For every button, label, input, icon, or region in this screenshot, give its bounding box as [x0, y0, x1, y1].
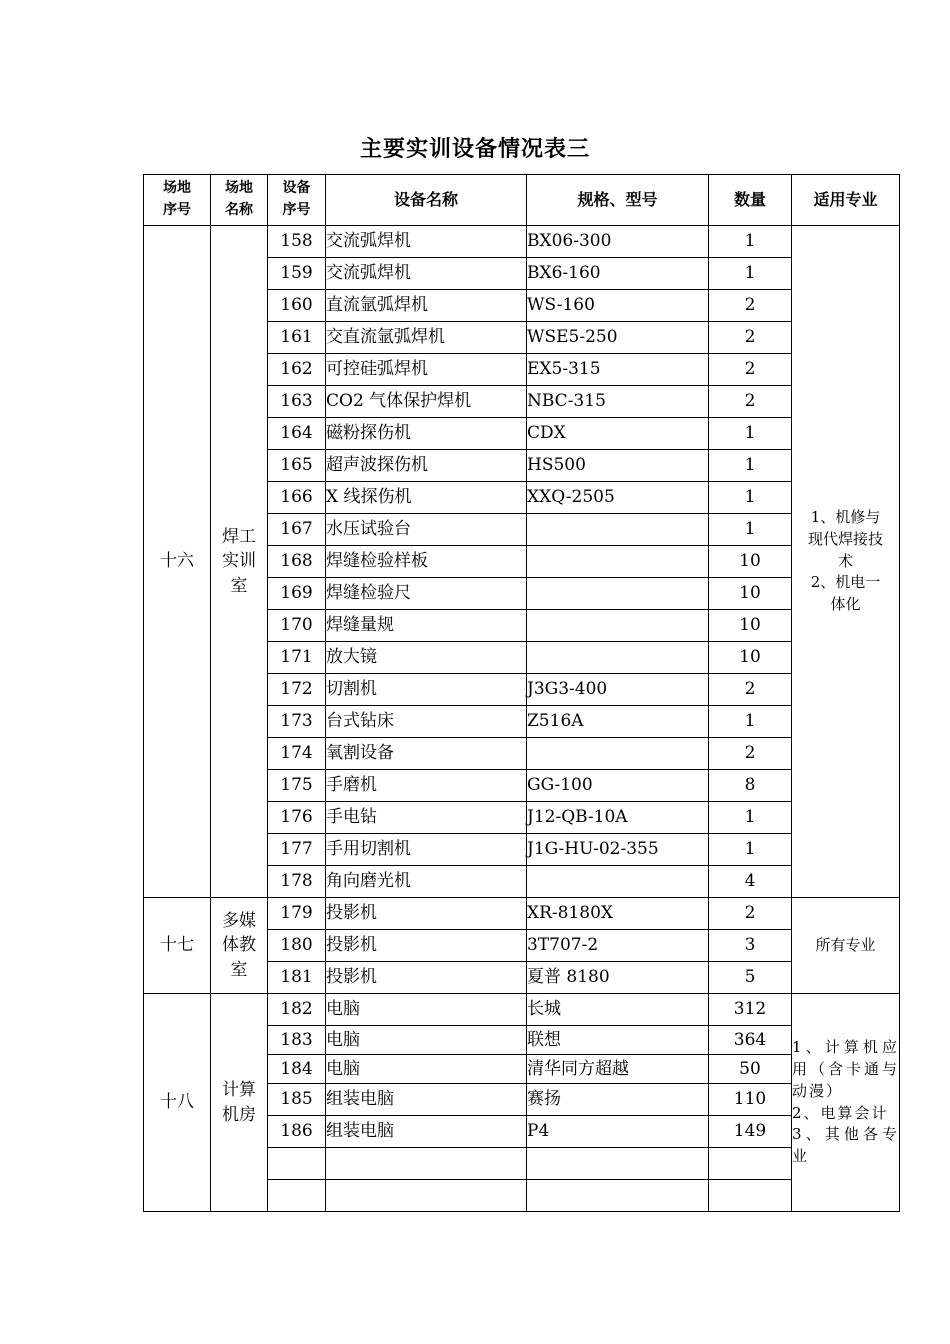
equipment-name-cell: 电脑 [326, 1055, 527, 1084]
quantity-cell: 1 [709, 802, 792, 834]
applicable-major-cell: 1、机修与 现代焊接技 术 2、机电一 体化 [792, 226, 900, 898]
equipment-no-cell: 163 [268, 386, 326, 418]
equipment-name-cell: X 线探伤机 [326, 482, 527, 514]
header-quantity: 数量 [709, 175, 792, 226]
equipment-no-cell: 180 [268, 930, 326, 962]
spec-model-cell: NBC-315 [527, 386, 709, 418]
equipment-name-cell: 电脑 [326, 1026, 527, 1055]
equipment-name-cell: 组装电脑 [326, 1116, 527, 1148]
spec-model-cell: WSE5-250 [527, 322, 709, 354]
header-venue-name: 场地 名称 [211, 175, 268, 226]
equipment-name-cell: 焊缝量规 [326, 610, 527, 642]
quantity-cell: 1 [709, 482, 792, 514]
venue-no-cell: 十八 [144, 994, 211, 1212]
equipment-name-cell: 可控硅弧焊机 [326, 354, 527, 386]
header-row [144, 175, 900, 226]
spec-model-cell [527, 1180, 709, 1212]
equipment-no-cell [268, 1180, 326, 1212]
spec-model-cell: GG-100 [527, 770, 709, 802]
equipment-name-cell: 手电钻 [326, 802, 527, 834]
equipment-no-cell: 162 [268, 354, 326, 386]
venue-no-cell: 十六 [144, 226, 211, 898]
spec-model-cell: 赛扬 [527, 1084, 709, 1116]
spec-model-cell: P4 [527, 1116, 709, 1148]
quantity-cell: 1 [709, 706, 792, 738]
equipment-no-cell: 159 [268, 258, 326, 290]
equipment-name-cell: 交直流氩弧焊机 [326, 322, 527, 354]
venue-no-cell: 十七 [144, 898, 211, 994]
quantity-cell: 1 [709, 226, 792, 258]
table-row [144, 898, 900, 930]
equipment-no-cell: 167 [268, 514, 326, 546]
spec-model-cell: 长城 [527, 994, 709, 1026]
quantity-cell: 1 [709, 514, 792, 546]
quantity-cell: 1 [709, 834, 792, 866]
equipment-name-cell: 交流弧焊机 [326, 258, 527, 290]
equipment-no-cell: 182 [268, 994, 326, 1026]
applicable-major-cell: 1、计算机应用（含卡通与动漫） 2、电算会计 3、其他各专业 [792, 994, 900, 1212]
equipment-name-cell: 焊缝检验尺 [326, 578, 527, 610]
quantity-cell: 10 [709, 610, 792, 642]
quantity-cell: 1 [709, 418, 792, 450]
equipment-name-cell: 氧割设备 [326, 738, 527, 770]
quantity-cell: 1 [709, 450, 792, 482]
equipment-no-cell: 174 [268, 738, 326, 770]
spec-model-cell [527, 514, 709, 546]
quantity-cell: 10 [709, 546, 792, 578]
equipment-name-cell: 水压试验台 [326, 514, 527, 546]
spec-model-cell [527, 866, 709, 898]
spec-model-cell: XXQ-2505 [527, 482, 709, 514]
spec-model-cell [527, 546, 709, 578]
quantity-cell: 2 [709, 322, 792, 354]
equipment-name-cell [326, 1148, 527, 1180]
equipment-table [143, 174, 900, 1212]
spec-model-cell: Z516A [527, 706, 709, 738]
equipment-name-cell: 组装电脑 [326, 1084, 527, 1116]
equipment-no-cell: 158 [268, 226, 326, 258]
equipment-no-cell: 168 [268, 546, 326, 578]
equipment-no-cell: 160 [268, 290, 326, 322]
spec-model-cell: EX5-315 [527, 354, 709, 386]
equipment-no-cell: 164 [268, 418, 326, 450]
equipment-no-cell: 172 [268, 674, 326, 706]
equipment-no-cell: 165 [268, 450, 326, 482]
quantity-cell [709, 1148, 792, 1180]
spec-model-cell: CDX [527, 418, 709, 450]
spec-model-cell [527, 1148, 709, 1180]
quantity-cell: 312 [709, 994, 792, 1026]
quantity-cell: 4 [709, 866, 792, 898]
quantity-cell: 2 [709, 354, 792, 386]
quantity-cell: 5 [709, 962, 792, 994]
header-equipment-no: 设备 序号 [268, 175, 326, 226]
spec-model-cell: BX06-300 [527, 226, 709, 258]
quantity-cell: 10 [709, 642, 792, 674]
equipment-no-cell: 177 [268, 834, 326, 866]
equipment-name-cell: 放大镜 [326, 642, 527, 674]
table-row [144, 994, 900, 1026]
equipment-name-cell: 台式钻床 [326, 706, 527, 738]
venue-name-cell: 焊工 实训 室 [211, 226, 268, 898]
spec-model-cell: J12-QB-10A [527, 802, 709, 834]
applicable-major-cell: 所有专业 [792, 898, 900, 994]
header-spec-model: 规格、型号 [527, 175, 709, 226]
equipment-no-cell: 173 [268, 706, 326, 738]
table-row [144, 226, 900, 258]
quantity-cell: 110 [709, 1084, 792, 1116]
spec-model-cell: 夏普 8180 [527, 962, 709, 994]
quantity-cell [709, 1180, 792, 1212]
equipment-name-cell: 投影机 [326, 962, 527, 994]
equipment-no-cell: 170 [268, 610, 326, 642]
quantity-cell: 8 [709, 770, 792, 802]
equipment-no-cell: 181 [268, 962, 326, 994]
quantity-cell: 2 [709, 674, 792, 706]
header-applicable-major: 适用专业 [792, 175, 900, 226]
spec-model-cell: J3G3-400 [527, 674, 709, 706]
equipment-no-cell: 183 [268, 1026, 326, 1055]
equipment-no-cell: 186 [268, 1116, 326, 1148]
equipment-name-cell: 电脑 [326, 994, 527, 1026]
quantity-cell: 364 [709, 1026, 792, 1055]
equipment-name-cell: 超声波探伤机 [326, 450, 527, 482]
spec-model-cell: HS500 [527, 450, 709, 482]
equipment-no-cell: 169 [268, 578, 326, 610]
spec-model-cell [527, 610, 709, 642]
equipment-no-cell: 185 [268, 1084, 326, 1116]
equipment-no-cell: 179 [268, 898, 326, 930]
equipment-name-cell: CO2 气体保护焊机 [326, 386, 527, 418]
spec-model-cell: WS-160 [527, 290, 709, 322]
equipment-no-cell: 184 [268, 1055, 326, 1084]
equipment-name-cell: 交流弧焊机 [326, 226, 527, 258]
equipment-name-cell: 投影机 [326, 898, 527, 930]
venue-name-cell: 多媒 体教 室 [211, 898, 268, 994]
equipment-name-cell: 投影机 [326, 930, 527, 962]
quantity-cell: 2 [709, 386, 792, 418]
quantity-cell: 10 [709, 578, 792, 610]
equipment-name-cell: 焊缝检验样板 [326, 546, 527, 578]
equipment-name-cell: 直流氩弧焊机 [326, 290, 527, 322]
equipment-no-cell: 166 [268, 482, 326, 514]
equipment-name-cell: 手磨机 [326, 770, 527, 802]
spec-model-cell: 清华同方超越 [527, 1055, 709, 1084]
quantity-cell: 2 [709, 898, 792, 930]
page-title: 主要实训设备情况表三 [359, 137, 590, 162]
equipment-name-cell [326, 1180, 527, 1212]
equipment-no-cell: 161 [268, 322, 326, 354]
equipment-name-cell: 手用切割机 [326, 834, 527, 866]
quantity-cell: 2 [709, 738, 792, 770]
spec-model-cell: BX6-160 [527, 258, 709, 290]
equipment-no-cell [268, 1148, 326, 1180]
equipment-no-cell: 176 [268, 802, 326, 834]
spec-model-cell [527, 578, 709, 610]
quantity-cell: 1 [709, 258, 792, 290]
spec-model-cell: 联想 [527, 1026, 709, 1055]
spec-model-cell [527, 642, 709, 674]
quantity-cell: 3 [709, 930, 792, 962]
spec-model-cell [527, 738, 709, 770]
quantity-cell: 2 [709, 290, 792, 322]
equipment-name-cell: 磁粉探伤机 [326, 418, 527, 450]
equipment-no-cell: 175 [268, 770, 326, 802]
quantity-cell: 50 [709, 1055, 792, 1084]
spec-model-cell: XR-8180X [527, 898, 709, 930]
equipment-name-cell: 切割机 [326, 674, 527, 706]
header-equipment-name: 设备名称 [326, 175, 527, 226]
spec-model-cell: J1G-HU-02-355 [527, 834, 709, 866]
equipment-name-cell: 角向磨光机 [326, 866, 527, 898]
venue-name-cell: 计算 机房 [211, 994, 268, 1212]
equipment-no-cell: 171 [268, 642, 326, 674]
header-venue-no: 场地 序号 [144, 175, 211, 226]
equipment-no-cell: 178 [268, 866, 326, 898]
quantity-cell: 149 [709, 1116, 792, 1148]
spec-model-cell: 3T707-2 [527, 930, 709, 962]
